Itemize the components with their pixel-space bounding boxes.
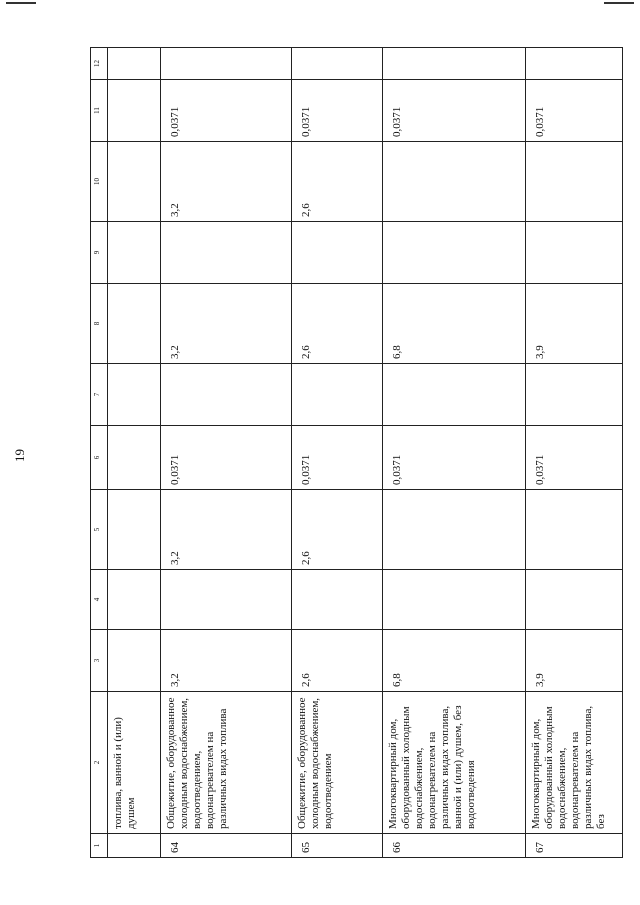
cell-col11 (108, 80, 161, 142)
header-cell: 8 (91, 284, 108, 364)
table-row (383, 48, 526, 858)
cell-col5: 2,6 (292, 490, 383, 570)
cell-col4 (383, 570, 526, 630)
cell-col7 (108, 364, 161, 426)
cell-col8 (108, 284, 161, 364)
scan-edge-mark (604, 2, 634, 4)
cell-col4 (161, 570, 292, 630)
cell-col6: 0,0371 (161, 426, 292, 490)
cell-col12 (161, 48, 292, 80)
header-cell: 1 (91, 834, 108, 858)
cell-col9 (161, 222, 292, 284)
cell-col7 (292, 364, 383, 426)
header-cell: 2 (91, 692, 108, 834)
cell-col12 (526, 48, 623, 80)
header-cell: 6 (91, 426, 108, 490)
cell-col6: 0,0371 (292, 426, 383, 490)
cell-col8: 3,9 (526, 284, 623, 364)
cell-col9 (383, 222, 526, 284)
cell-col6 (108, 426, 161, 490)
cell-col12 (292, 48, 383, 80)
header-cell: 4 (91, 570, 108, 630)
cell-col5 (108, 490, 161, 570)
header-row (91, 48, 108, 858)
cell-col12 (383, 48, 526, 80)
header-cell: 7 (91, 364, 108, 426)
header-cell: 12 (91, 48, 108, 80)
cell-col7 (526, 364, 623, 426)
cell-col12 (108, 48, 161, 80)
header-cell: 3 (91, 630, 108, 692)
row-description: топлива, ванной и (или) душем (108, 692, 161, 834)
cell-col11: 0,0371 (292, 80, 383, 142)
cell-col10: 3,2 (161, 142, 292, 222)
cell-col7 (161, 364, 292, 426)
row-number: 65 (292, 834, 383, 858)
cell-col5: 3,2 (161, 490, 292, 570)
cell-col10 (108, 142, 161, 222)
header-cell: 5 (91, 490, 108, 570)
table-row (292, 48, 383, 858)
cell-col6: 0,0371 (526, 426, 623, 490)
cell-col8: 2,6 (292, 284, 383, 364)
cell-col4 (292, 570, 383, 630)
page-number-text: 19 (12, 449, 27, 462)
cell-col5 (526, 490, 623, 570)
cell-col3 (108, 630, 161, 692)
cell-col8: 3,2 (161, 284, 292, 364)
table-row (526, 48, 623, 858)
cell-col3: 3,2 (161, 630, 292, 692)
cell-col5 (383, 490, 526, 570)
header-cell: 11 (91, 80, 108, 142)
cell-col9 (292, 222, 383, 284)
row-description: Многоквартирный дом, оборудованный холодным водоснабжением, водонагревателем на различных видах топлива, ванной и (или) душем, без водоотведения (383, 692, 526, 834)
cell-col3: 3,9 (526, 630, 623, 692)
cell-col3: 6,8 (383, 630, 526, 692)
scan-edge-mark (6, 2, 36, 4)
row-description: Общежитие, оборудованное холодным водоснабжением, водоотведением, водонагревателем на различных видах топлива (161, 692, 292, 834)
row-number: 64 (161, 834, 292, 858)
cell-col6: 0,0371 (383, 426, 526, 490)
cell-col11: 0,0371 (161, 80, 292, 142)
table-row (161, 48, 292, 858)
cell-col8: 6,8 (383, 284, 526, 364)
cell-col11: 0,0371 (526, 80, 623, 142)
row-number: 66 (383, 834, 526, 858)
rotated-table-container (90, 48, 607, 858)
cell-col9 (108, 222, 161, 284)
row-description: Общежитие, оборудованное холодным водоснабжением, водоотведением (292, 692, 383, 834)
page-number (12, 449, 27, 478)
row-number (108, 834, 161, 858)
row-number: 67 (526, 834, 623, 858)
row-description: Многоквартирный дом, оборудованный холодным водоснабжением, водонагревателем на различных видах топлива, без (526, 692, 623, 834)
cell-col11: 0,0371 (383, 80, 526, 142)
cell-col10: 2,6 (292, 142, 383, 222)
cell-col3: 2,6 (292, 630, 383, 692)
header-cell: 9 (91, 222, 108, 284)
cell-col4 (526, 570, 623, 630)
table-row (108, 48, 161, 858)
header-cell: 10 (91, 142, 108, 222)
cell-col4 (108, 570, 161, 630)
cell-col10 (526, 142, 623, 222)
cell-col7 (383, 364, 526, 426)
tariff-table (90, 47, 623, 858)
cell-col9 (526, 222, 623, 284)
cell-col10 (383, 142, 526, 222)
